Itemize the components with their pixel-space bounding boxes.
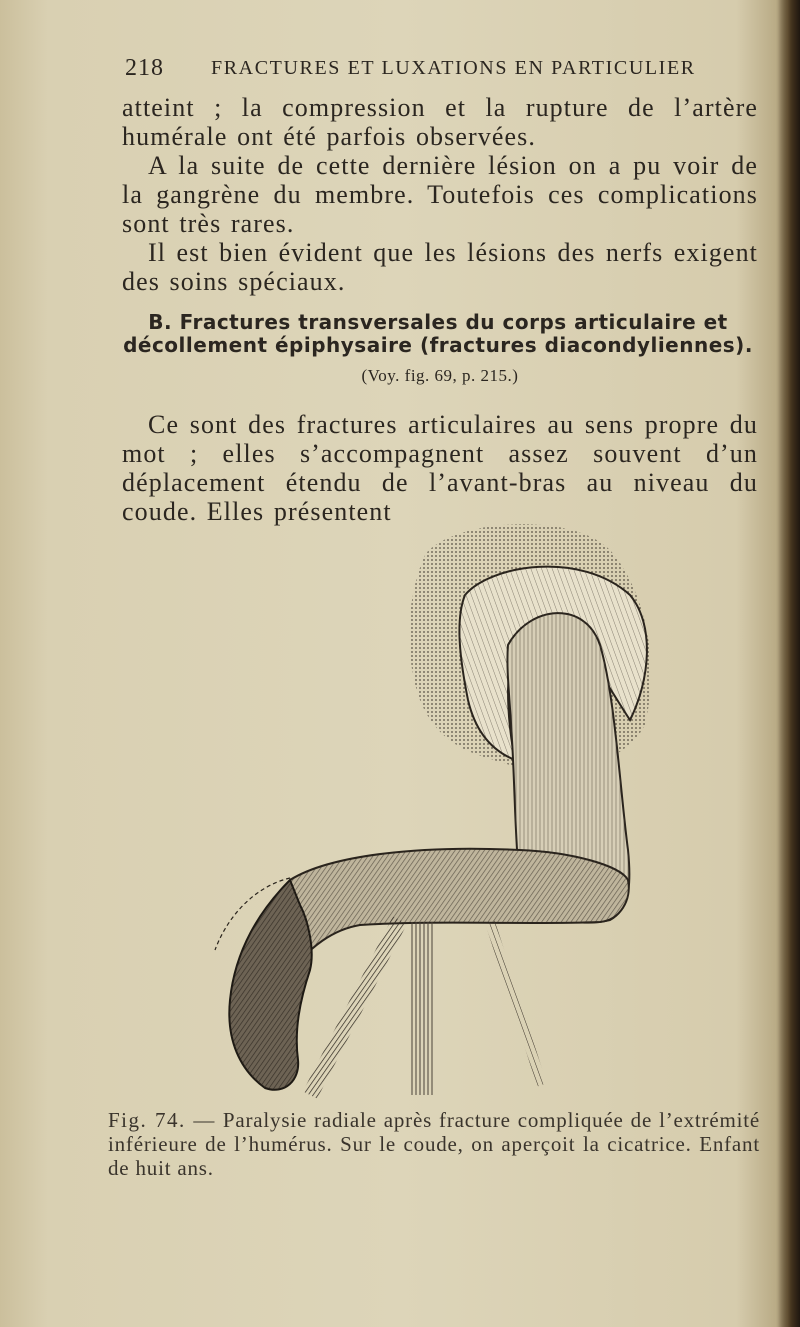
- figure-caption: [108, 1108, 760, 1180]
- page-number: 218: [125, 55, 164, 81]
- section-heading: B. Fractures transversales du corps articulaire et décollement épiphysaire (fractures diacondyliennes).: [123, 310, 753, 357]
- figure-illustration: [190, 510, 670, 1100]
- section-reference: (Voy. fig. 69, p. 215.): [361, 366, 519, 385]
- page-header: [125, 55, 765, 89]
- figure-label: Fig. 74. —: [108, 1108, 216, 1132]
- running-title: FRACTURES ET LUXATIONS EN PARTICULIER: [211, 57, 696, 79]
- paragraph-3: Il est bien évident que les lésions des nerfs exigent des soins spéciaux.: [122, 238, 758, 296]
- paragraph-1: atteint ; la compression et la rupture de l’artère humérale ont été parfois observées.: [122, 93, 758, 151]
- paragraph-4: Ce sont des fractures articulaires au sens propre du mot ; elles s’accompagnent assez souvent d’un déplacement étendu de l’avant-bras au niveau du coude. Elles présentent: [122, 410, 758, 526]
- arm-engraving-illustration: [190, 510, 670, 1100]
- book-spine-shadow: [778, 0, 800, 1327]
- paragraph-2: A la suite de cette dernière lésion on a pu voir de la gangrène du membre. Toutefois ces complications sont très rares.: [122, 151, 758, 238]
- figure-caption-text: Paralysie radiale après fracture compliquée de l’extrémité inférieure de l’humérus. Sur le coude, on aperçoit la cicatrice. Enfant de huit ans.: [108, 1108, 760, 1180]
- paragraph-after-heading: [122, 410, 758, 526]
- top-paragraphs: [122, 93, 758, 296]
